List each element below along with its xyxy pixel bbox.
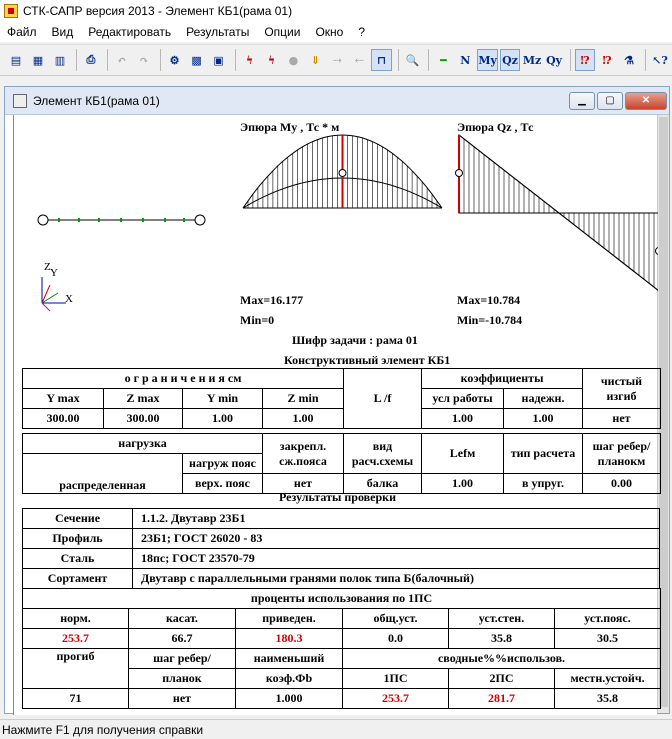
- profile-header: Профиль: [23, 529, 133, 549]
- ymin-header: Y min: [183, 389, 263, 409]
- sort-header: Сортамент: [23, 569, 133, 589]
- zmin-value: 1.00: [263, 409, 344, 429]
- load-table: [22, 433, 661, 494]
- chart-icon[interactable]: ▩: [191, 53, 202, 67]
- shag-header: шаг ребер/: [129, 649, 236, 669]
- arrow-right-icon[interactable]: ⇢: [332, 53, 343, 67]
- menu-window[interactable]: Окно: [315, 25, 344, 39]
- minimize-icon[interactable]: ▁: [569, 92, 595, 110]
- toolbar: [0, 44, 672, 76]
- results-header: Результаты проверки: [279, 490, 396, 504]
- ps1-value: 253.7: [343, 689, 449, 709]
- load-header: нагрузка: [23, 434, 263, 454]
- limits-table: [22, 368, 661, 429]
- belt-value: верх. пояс: [183, 474, 263, 494]
- nad-value: 1.00: [504, 409, 583, 429]
- mark-icon[interactable]: ⁉: [575, 49, 595, 71]
- calc-icon[interactable]: ⚙: [169, 53, 180, 67]
- element-title: Конструктивный элемент КБ1: [284, 353, 451, 367]
- sort-value: Двутавр с параллельными гранями полок типа Б(балочный): [133, 569, 660, 589]
- lightning-icon[interactable]: ϟ: [245, 53, 254, 67]
- calc-value: в упруг.: [504, 474, 583, 494]
- shag-value: нет: [129, 689, 236, 709]
- qz-plot: [456, 135, 659, 291]
- svod-header: сводные%%использов.: [343, 649, 661, 669]
- app-icon: [4, 4, 18, 18]
- lef-header: Lefм: [422, 434, 504, 474]
- status-bar: Нажмите F1 для получения справки: [0, 719, 672, 739]
- steel-header: Сталь: [23, 549, 133, 569]
- task-code: Шифр задачи : рама 01: [292, 333, 418, 347]
- calc-header: тип расчета: [504, 434, 583, 474]
- fix-header: закрепл. сж.пояса: [263, 434, 344, 474]
- kasat-value: 66.7: [129, 629, 236, 649]
- my-min: Min=0: [240, 313, 275, 327]
- axes-icon: [42, 277, 66, 311]
- maximize-icon[interactable]: ▢: [597, 92, 623, 110]
- section-header: Сечение: [23, 509, 133, 529]
- zmax-value: 300.00: [104, 409, 183, 429]
- kasat-header: касат.: [129, 609, 236, 629]
- uststen-header: уст.стен.: [449, 609, 555, 629]
- usage-header: проценты использования по 1ПС: [23, 589, 661, 609]
- obsh-header: общ.уст.: [343, 609, 449, 629]
- new-file-icon[interactable]: ▤: [10, 53, 22, 67]
- ps2-header: 2ПС: [449, 669, 555, 689]
- qz-min: Min=-10.784: [457, 313, 523, 327]
- redo-icon[interactable]: ↷: [139, 53, 149, 67]
- pure-value: нет: [583, 409, 661, 429]
- usl-value: 1.00: [422, 409, 504, 429]
- axis-z-label: Z: [44, 261, 51, 273]
- uststen-value: 35.8: [449, 629, 555, 649]
- scheme-header: вид расч.схемы: [344, 434, 422, 474]
- mest-value: 35.8: [555, 689, 661, 709]
- norm-header: норм.: [23, 609, 129, 629]
- ps2-value: 281.7: [449, 689, 555, 709]
- child-window-icon: [13, 94, 27, 108]
- my-max: Max=16.177: [240, 293, 304, 307]
- pure-header: чистый изгиб: [583, 369, 661, 409]
- norm-value: 253.7: [23, 629, 129, 649]
- window-title: СТК-САПР версия 2013 - Элемент КБ1(рама 01): [23, 4, 293, 18]
- zmax-header: Z max: [104, 389, 183, 409]
- step-value: 0.00: [583, 474, 661, 494]
- beam-schematic: [38, 215, 205, 225]
- zmin-header: Z min: [263, 389, 344, 409]
- report-content: [13, 115, 657, 715]
- axis-y-label: Y: [50, 267, 58, 279]
- zoom-icon[interactable]: 🔍: [405, 53, 420, 67]
- my-plot: [243, 135, 442, 208]
- steel-value: 18пс; ГОСТ 23570-79: [133, 549, 660, 569]
- table-icon[interactable]: ▣: [213, 53, 224, 67]
- naim-header: наименьший: [236, 649, 343, 669]
- menu-help[interactable]: ?: [358, 25, 366, 39]
- element-line-icon[interactable]: ━: [440, 53, 447, 67]
- obsh-value: 0.0: [343, 629, 449, 649]
- nad-header: надежн.: [504, 389, 583, 409]
- print-icon[interactable]: ⎙: [86, 53, 96, 66]
- mz-button[interactable]: Mz: [522, 53, 542, 67]
- usl-header: усл работы: [422, 389, 504, 409]
- ymin-value: 1.00: [183, 409, 263, 429]
- lf-header: L /f: [344, 369, 422, 429]
- menu-file[interactable]: Файл: [7, 25, 37, 39]
- planok-header: планок: [129, 669, 236, 689]
- child-window: [4, 86, 670, 714]
- profile-value: 23Б1; ГОСТ 26020 - 83: [133, 529, 660, 549]
- qz-button[interactable]: Qz: [500, 49, 520, 71]
- section-value: 1.1.2. Двутавр 23Б1: [133, 509, 660, 529]
- load-type: распределенная: [23, 454, 183, 494]
- open-file-icon[interactable]: ▦: [32, 53, 44, 67]
- ps1-header: 1ПС: [343, 669, 449, 689]
- usage-table: [22, 588, 661, 709]
- ustpoyas-value: 30.5: [555, 629, 661, 649]
- scheme-value: балка: [344, 474, 422, 494]
- beam-icon[interactable]: ⊓: [371, 49, 391, 71]
- ymax-value: 300.00: [23, 409, 104, 429]
- progib-header: прогиб: [23, 649, 129, 689]
- save-file-icon[interactable]: ▥: [54, 53, 66, 67]
- mest-header: местн.устойч.: [555, 669, 661, 689]
- results-table: [22, 508, 660, 589]
- limits-header: о г р а н и ч е н и я см: [23, 369, 344, 389]
- qy-button[interactable]: Qy: [546, 53, 563, 67]
- gear-disabled-icon[interactable]: ●: [288, 53, 299, 67]
- load-icon[interactable]: ⇓: [310, 53, 321, 67]
- my-diagram-title: Эпюра My , Тс * м: [240, 120, 340, 134]
- step-header: шаг ребер/ планокм: [583, 434, 661, 474]
- qz-max: Max=10.784: [457, 293, 521, 307]
- koef-header: коэф.Фb: [236, 669, 343, 689]
- n-button[interactable]: N: [460, 53, 471, 67]
- koef-value: 1.000: [236, 689, 343, 709]
- title-bar: [0, 0, 672, 22]
- menu-bar: [0, 22, 672, 42]
- progib-value: 71: [23, 689, 129, 709]
- priv-header: приведен.: [236, 609, 343, 629]
- menu-edit[interactable]: Редактировать: [88, 25, 172, 39]
- qz-diagram-title: Эпюра Qz , Тс: [457, 120, 534, 134]
- mark2-icon[interactable]: ⁉: [602, 53, 612, 67]
- child-title-bar: [5, 87, 669, 115]
- axis-x-label: X: [65, 293, 73, 305]
- menu-results[interactable]: Результаты: [186, 25, 250, 39]
- child-window-title: Элемент КБ1(рама 01): [33, 93, 160, 108]
- priv-value: 180.3: [236, 629, 343, 649]
- menu-options[interactable]: Опции: [264, 25, 301, 39]
- lef-value: 1.00: [422, 474, 504, 494]
- coef-header: коэффициенты: [422, 369, 583, 389]
- lightning2-icon[interactable]: ϟ: [267, 53, 276, 67]
- ustpoyas-header: уст.пояс.: [555, 609, 661, 629]
- menu-view[interactable]: Вид: [51, 25, 74, 39]
- belt-header: нагруж пояс: [183, 454, 263, 474]
- arrow-left-icon[interactable]: ⇠: [354, 53, 364, 67]
- lab-icon[interactable]: ⚗: [624, 53, 635, 67]
- close-icon[interactable]: ✕: [625, 92, 667, 110]
- my-button[interactable]: My: [477, 49, 498, 71]
- help-cursor-icon[interactable]: ↖?: [652, 53, 668, 67]
- ymax-header: Y max: [23, 389, 104, 409]
- fix-value: нет: [263, 474, 344, 494]
- undo-icon[interactable]: ↶: [117, 53, 127, 67]
